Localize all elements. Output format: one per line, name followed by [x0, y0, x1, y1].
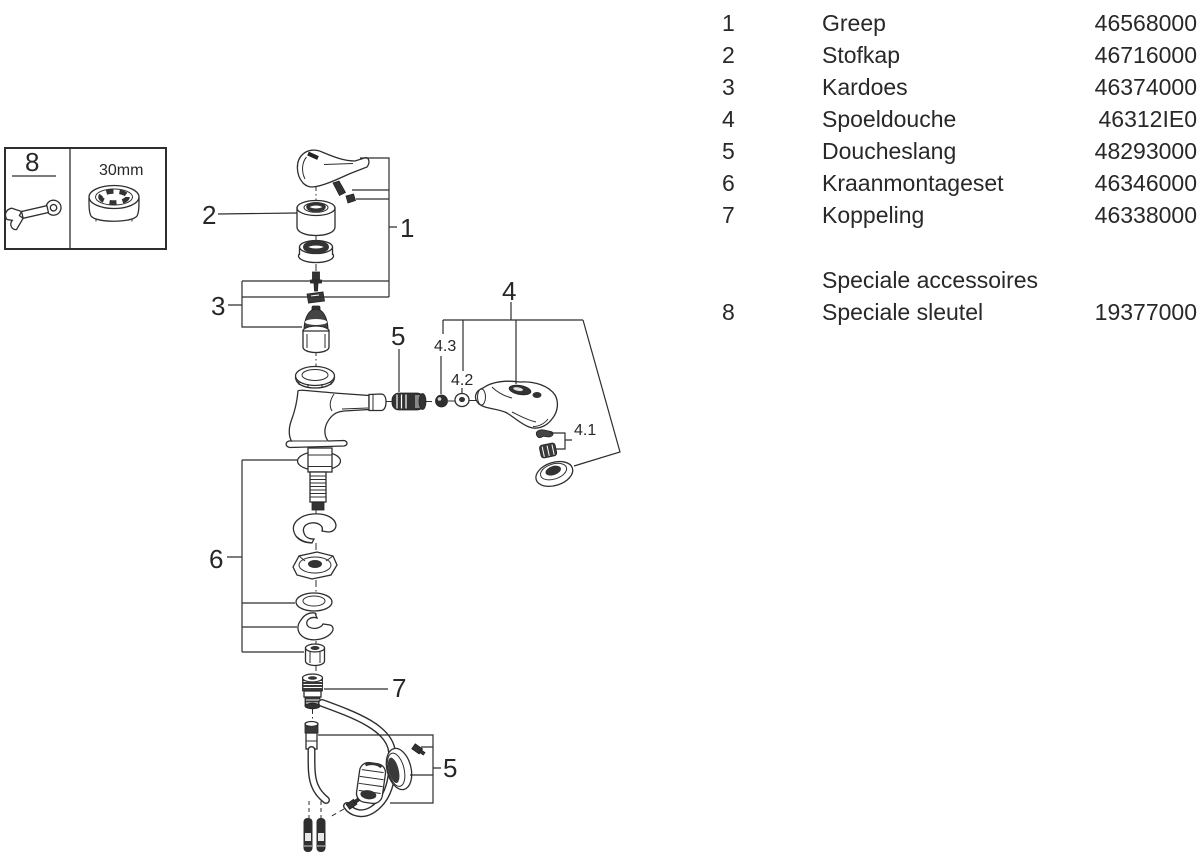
- ring-part: [455, 394, 469, 407]
- nut-size-label: 30mm: [99, 162, 144, 179]
- faucet-body: [286, 367, 386, 448]
- parts-row-1: [700, 10, 1200, 37]
- part-code: 46716000: [1094, 42, 1197, 68]
- part-number-index: 6: [722, 170, 735, 196]
- hose-inline-connector: [305, 722, 318, 750]
- parts-row-3: [700, 74, 1200, 101]
- part-number-index: 7: [722, 202, 735, 228]
- locking-ring: [299, 241, 334, 263]
- parts-row-7: [700, 202, 1200, 229]
- part-name: Doucheslang: [822, 138, 957, 164]
- parts-list: [700, 0, 1200, 857]
- spray-clip: [536, 430, 553, 438]
- parts-row-8: [700, 299, 1200, 326]
- hose-assembly: [304, 703, 426, 852]
- part-number-index: 4: [722, 106, 735, 132]
- parts-row-2: [700, 42, 1200, 69]
- hose-ends: [304, 818, 326, 852]
- part-name: Speciale sleutel: [822, 299, 984, 325]
- part-name: Koppeling: [822, 202, 925, 228]
- part-code: 46312IE0: [1098, 106, 1197, 132]
- cartridge-part: [303, 272, 329, 353]
- parts-row-4: [700, 106, 1200, 133]
- tool-box-number-label: 8: [25, 147, 40, 177]
- part-code: 48293000: [1094, 138, 1197, 164]
- hose-connector: [392, 393, 426, 410]
- spray-head-part: [476, 381, 558, 428]
- part-code: 46568000: [1094, 10, 1197, 36]
- part-code: 19377000: [1094, 299, 1197, 325]
- part-name: Kraanmontageset: [822, 170, 1004, 196]
- part-number-index: 3: [722, 74, 735, 100]
- callout-4-1: 4.1: [574, 422, 597, 439]
- callout-7: 7: [392, 673, 407, 703]
- shank-block: [308, 448, 332, 472]
- hex-flange: [293, 552, 337, 579]
- dust-cap-part: [297, 201, 335, 236]
- part-name: Spoeldouche: [822, 106, 957, 132]
- part-name: Stofkap: [822, 42, 900, 68]
- holder-screw-top: [412, 744, 426, 756]
- parts-row-5: [700, 138, 1200, 165]
- mounting-set: [293, 448, 341, 666]
- horseshoe-clip: [298, 613, 333, 640]
- part-number-index: 2: [722, 42, 735, 68]
- callout-labels: [202, 200, 601, 783]
- callout-6: 6: [209, 544, 224, 574]
- spout-end: [369, 394, 386, 411]
- spray-holder: [355, 761, 386, 804]
- handle-part: [297, 150, 369, 203]
- part-code: 46374000: [1094, 74, 1197, 100]
- callout-4-3: 4.3: [434, 338, 457, 355]
- callout-5-top: 5: [391, 321, 406, 351]
- part-code: 46346000: [1094, 170, 1197, 196]
- part-name: Greep: [822, 10, 886, 36]
- spray-head-mount-parts: [533, 430, 576, 491]
- centerlines: [313, 184, 477, 722]
- handle-screw: [333, 181, 346, 196]
- part-number-index: 5: [722, 138, 735, 164]
- handle-screw-nut: [346, 194, 356, 203]
- callout-4: 4: [502, 276, 517, 306]
- oring-washer: [296, 593, 332, 611]
- callout-1: 1: [400, 213, 415, 243]
- callout-5-bottom: 5: [443, 753, 458, 783]
- callout-3: 3: [211, 291, 226, 321]
- callout-4-2: 4.2: [451, 372, 474, 389]
- part-name: Kardoes: [822, 74, 908, 100]
- tool-reference-box: [4, 147, 166, 249]
- part-number-index: 1: [722, 10, 735, 36]
- part-number-index: 8: [722, 299, 735, 325]
- parts-row-6: [700, 170, 1200, 197]
- mounting-nut: [306, 644, 325, 666]
- part-code: 46338000: [1094, 202, 1197, 228]
- ball-part: [436, 395, 448, 407]
- spray-escutcheon: [533, 457, 576, 491]
- special-accessories-header: Speciale accessoires: [822, 267, 1039, 293]
- callout-2: 2: [202, 200, 217, 230]
